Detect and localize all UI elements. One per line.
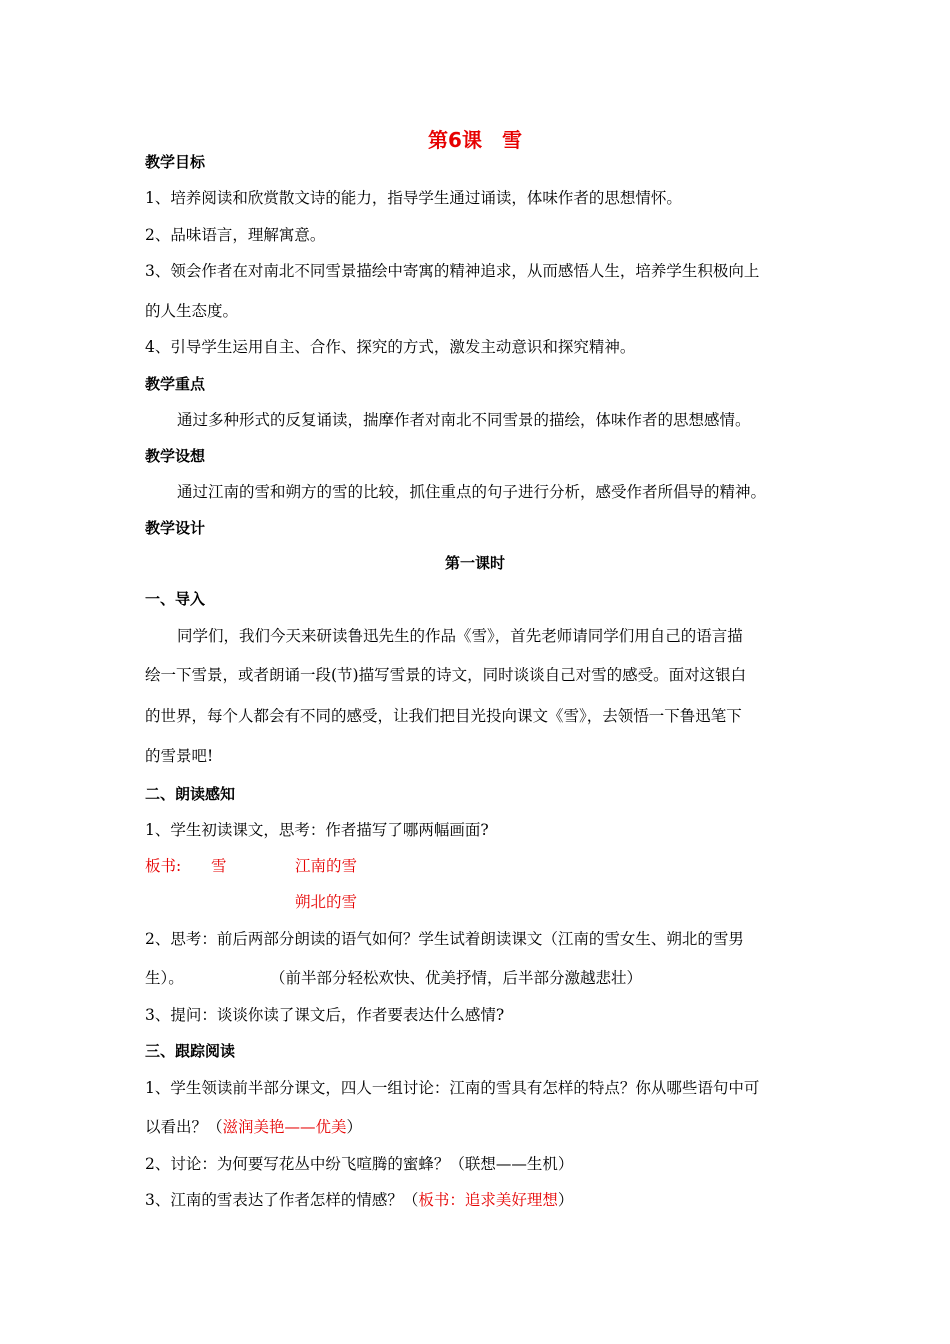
heading-concept: 教学设想 (145, 447, 206, 465)
intro-line-4: 的雪景吧! (145, 747, 214, 765)
heading-part-3: 三、跟踪阅读 (145, 1042, 236, 1060)
heading-part-1: 一、导入 (145, 590, 206, 608)
board-north-snow: 朔北的雪 (295, 893, 358, 911)
follow-item-3 (145, 1190, 573, 1210)
board-label: 板书: (145, 857, 182, 875)
intro-line-3: 的世界，每个人都会有不同的感受，让我们把目光投向课文《雪》，去领悟一下鲁迅笔下 (145, 707, 742, 725)
heading-objectives: 教学目标 (145, 153, 206, 171)
board-snow: 雪 (211, 857, 227, 875)
heading-key-points: 教学重点 (145, 375, 206, 393)
lesson-title: 第6课 雪 (428, 128, 522, 152)
reading-question-2-line-1: 2、思考：前后两部分朗读的语气如何？学生试着朗读课文（江南的雪女生、朔北的雪男 (145, 930, 744, 948)
follow-item-1-line-1: 1、学生领读前半部分课文，四人一组讨论：江南的雪具有怎样的特点？你从哪些语句中可 (145, 1079, 760, 1097)
follow-item-3-suffix: ） (557, 1191, 574, 1209)
concept-text: 通过江南的雪和朔方的雪的比较，抓住重点的句子进行分析，感受作者所倡导的精神。 (177, 483, 767, 501)
follow-item-1-prefix: 以看出？（ (145, 1118, 223, 1136)
follow-item-2: 2、讨论：为何要写花丛中纷飞喧腾的蜜蜂？（联想——生机） (145, 1155, 574, 1173)
reading-question-1: 1、学生初读课文，思考：作者描写了哪两幅画面? (145, 821, 489, 839)
intro-line-1: 同学们，我们今天来研读鲁迅先生的作品《雪》，首先老师请同学们用自己的语言描 (177, 627, 743, 645)
reading-question-3: 3、提问：谈谈你读了课文后，作者要表达什么感情? (145, 1006, 505, 1024)
follow-item-3-board: 板书：追求美好理想 (418, 1191, 558, 1209)
key-points-text: 通过多种形式的反复诵读，揣摩作者对南北不同雪景的描绘，体味作者的思想感情。 (177, 411, 751, 429)
heading-part-2: 二、朗读感知 (145, 785, 236, 803)
reading-question-2-line-2: 生）。 (145, 969, 184, 987)
objective-1: 1、培养阅读和欣赏散文诗的能力，指导学生通过诵读，体味作者的思想情怀。 (145, 189, 682, 207)
follow-item-3-text: 3、江南的雪表达了作者怎样的情感？（ (145, 1191, 419, 1209)
follow-item-1-line-2 (145, 1117, 362, 1137)
objective-3-line-1: 3、领会作者在对南北不同雪景描绘中寄寓的精神追求，从而感悟人生，培养学生积极向上 (145, 262, 760, 280)
period-heading: 第一课时 (444, 554, 505, 572)
intro-line-2: 绘一下雪景，或者朗诵一段(节)描写雪景的诗文，同时谈谈自己对雪的感受。面对这银白 (145, 666, 747, 684)
objective-3-line-2: 的人生态度。 (145, 302, 239, 320)
reading-question-2-answer: （前半部分轻松欢快、优美抒情，后半部分激越悲壮） (270, 969, 643, 987)
objective-2: 2、品味语言，理解寓意。 (145, 226, 326, 244)
follow-item-1-suffix: ） (346, 1118, 363, 1136)
board-south-snow: 江南的雪 (295, 857, 358, 875)
heading-design: 教学设计 (145, 519, 206, 537)
follow-item-1-answer: 滋润美艳——优美 (222, 1118, 347, 1136)
objective-4: 4、引导学生运用自主、合作、探究的方式，激发主动意识和探究精神。 (145, 338, 636, 356)
